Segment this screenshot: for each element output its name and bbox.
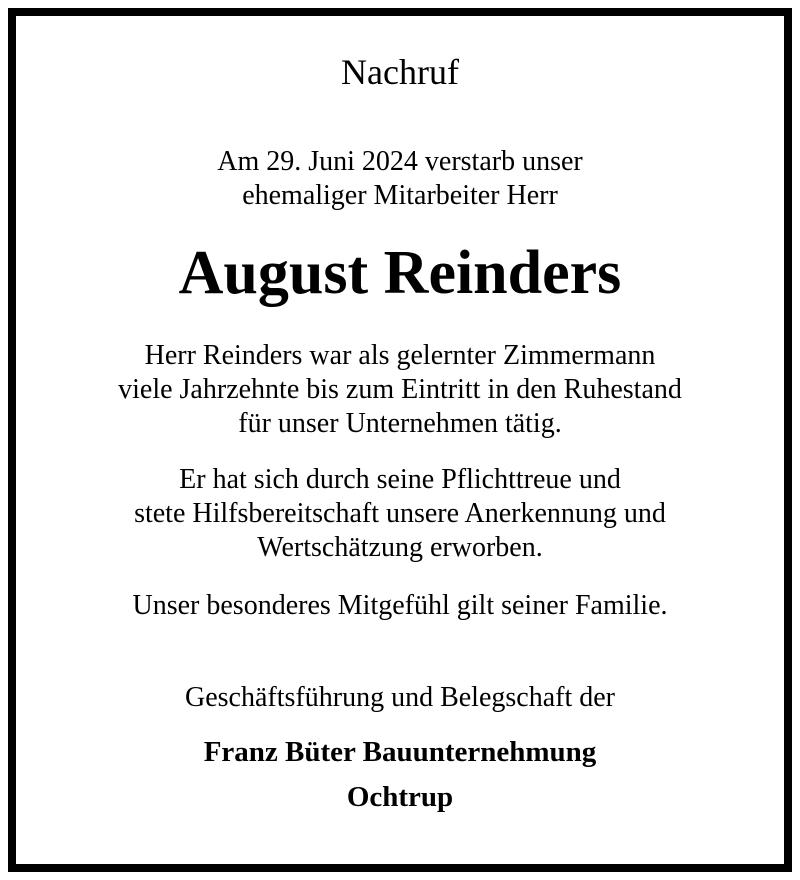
paragraph3: Unser besonderes Mitgefühl gilt seiner Familie. [132, 590, 668, 621]
intro-line-2: ehemaliger Mitarbeiter Herr [242, 180, 558, 211]
obituary-title: Nachruf [341, 52, 459, 92]
paragraph2-line-3: Wertschätzung erworben. [257, 532, 543, 563]
paragraph2-line-1: Er hat sich durch seine Pflichttreue und [179, 464, 621, 495]
signature-line: Geschäftsführung und Belegschaft der [185, 682, 615, 713]
company-city: Ochtrup [346, 781, 454, 813]
obituary-frame [8, 8, 792, 872]
paragraph1-line-3: für unser Unternehmen tätig. [238, 408, 562, 439]
company-name: Franz Büter Bauunternehmung [203, 736, 597, 768]
paragraph1-line-1: Herr Reinders war als gelernter Zimmermann [144, 340, 656, 371]
paragraph1-line-2: viele Jahrzehnte bis zum Eintritt in den Ruhestand [118, 374, 682, 405]
intro-line-1: Am 29. Juni 2024 verstarb unser [217, 146, 583, 177]
deceased-name: August Reinders [178, 239, 622, 307]
paragraph2-line-2: stete Hilfsbereitschaft unsere Anerkennung und [134, 498, 666, 529]
